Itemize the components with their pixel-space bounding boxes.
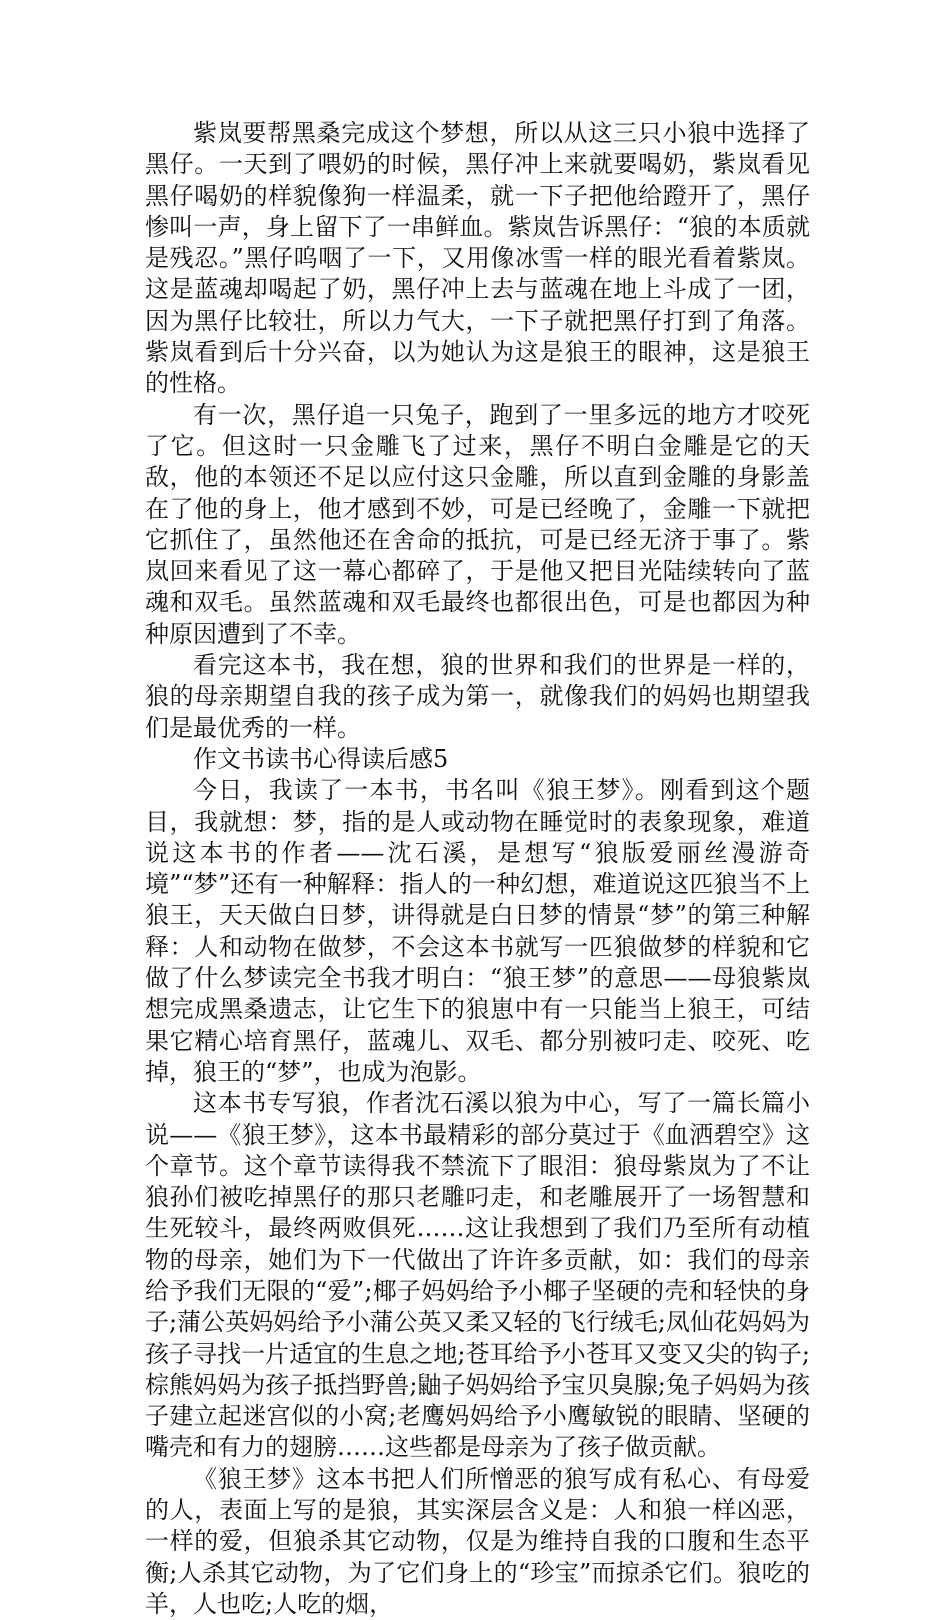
paragraph: 有一次，黑仔追一只兔子，跑到了一里多远的地方才咬死了它。但这时一只金雕飞了过来，黑仔不明白金雕是它的天敌，他的本领还不足以应付这只金雕，所以直到金雕的身影盖在了他的身上，他才感到不妙，可是已经晚了，金雕一下就把它抓住了，虽然他还在舍命的抵抗，可是已经无济于事了。紫岚回来看见了这一幕心都碎了，于是他又把目光陆续转向了蓝魂和双毛。虽然蓝魂和双毛最终也都很出色，可是也都因为种种原因遭到了不幸。 — [145, 400, 810, 648]
section-heading: 作文书读书心得读后感5 — [193, 744, 449, 773]
paragraph: 紫岚要帮黑桑完成这个梦想，所以从这三只小狼中选择了黑仔。一天到了喂奶的时候，黑仔冲上来就要喝奶，紫岚看见黑仔喝奶的样貌像狗一样温柔，就一下子把他给蹬开了，黑仔惨叫一声，身上留下了一串鲜血。紫岚告诉黑仔：“狼的本质就是残忍。”黑仔呜咽了一下，又用像冰雪一样的眼光看着紫岚。这是蓝魂却喝起了奶，黑仔冲上去与蓝魂在地上斗成了一团，因为黑仔比较壮，所以力气大，一下子就把黑仔打到了角落。紫岚看到后十分兴奋，以为她认为这是狼王的眼神，这是狼王的性格。 — [145, 119, 810, 398]
paragraph: 今日，我读了一本书，书名叫《狼王梦》。刚看到这个题目，我就想：梦，指的是人或动物在睡觉时的表象现象，难道说这本书的作者——沈石溪，是想写“狼版爱丽丝漫游奇境”“梦”还有一种解释：指人的一种幻想，难道说这匹狼当不上狼王，天天做白日梦，讲得就是白日梦的情景“梦”的第三种解释：人和动物在做梦，不会这本书就写一匹狼做梦的样貌和它做了什么梦读完全书我才明白：“狼王梦”的意思——母狼紫岚想完成黑桑遗志，让它生下的狼崽中有一只能当上狼王，可结果它精心培育黑仔，蓝魂儿、双毛、都分别被叼走、咬死、吃掉，狼王的“梦”，也成为泡影。 — [145, 776, 810, 1086]
paragraph: 看完这本书，我在想，狼的世界和我们的世界是一样的，狼的母亲期望自我的孩子成为第一，就像我们的妈妈也期望我们是最优秀的一样。 — [145, 651, 810, 742]
paragraph: 这本书专写狼，作者沈石溪以狼为中心，写了一篇长篇小说——《狼王梦》，这本书最精彩的部分莫过于《血洒碧空》这个章节。这个章节读得我不禁流下了眼泪：狼母紫岚为了不让狼孙们被吃掉黑仔的那只老雕叼走，和老雕展开了一场智慧和生死较斗，最终两败俱死……这让我想到了我们乃至所有动植物的母亲，她们为下一代做出了许许多贡献，如：我们的母亲给予我们无限的“爱”;椰子妈妈给予小椰子坚硬的壳和轻快的身子;蒲公英妈妈给予小蒲公英又柔又轻的飞行绒毛;凤仙花妈妈为孩子寻找一片适宜的生息之地;苍耳给予小苍耳又变又尖的钩子;棕熊妈妈为孩子抵挡野兽;鼬子妈妈给予宝贝臭腺;兔子妈妈为孩子建立起迷宫似的小窝;老鹰妈妈给予小鹰敏锐的眼睛、坚硬的嘴壳和有力的翅膀……这些都是母亲为了孩子做贡献。 — [145, 1089, 810, 1462]
document-body — [145, 118, 810, 1620]
paragraph: 《狼王梦》这本书把人们所憎恶的狼写成有私心、有母爱的人，表面上写的是狼，其实深层含义是：人和狼一样凶恶，一样的爱，但狼杀其它动物，仅是为维持自我的口腹和生态平衡;人杀其它动物，为了它们身上的“珍宝”而掠杀它们。狼吃的羊，人也吃;人吃的烟， — [145, 1464, 810, 1618]
